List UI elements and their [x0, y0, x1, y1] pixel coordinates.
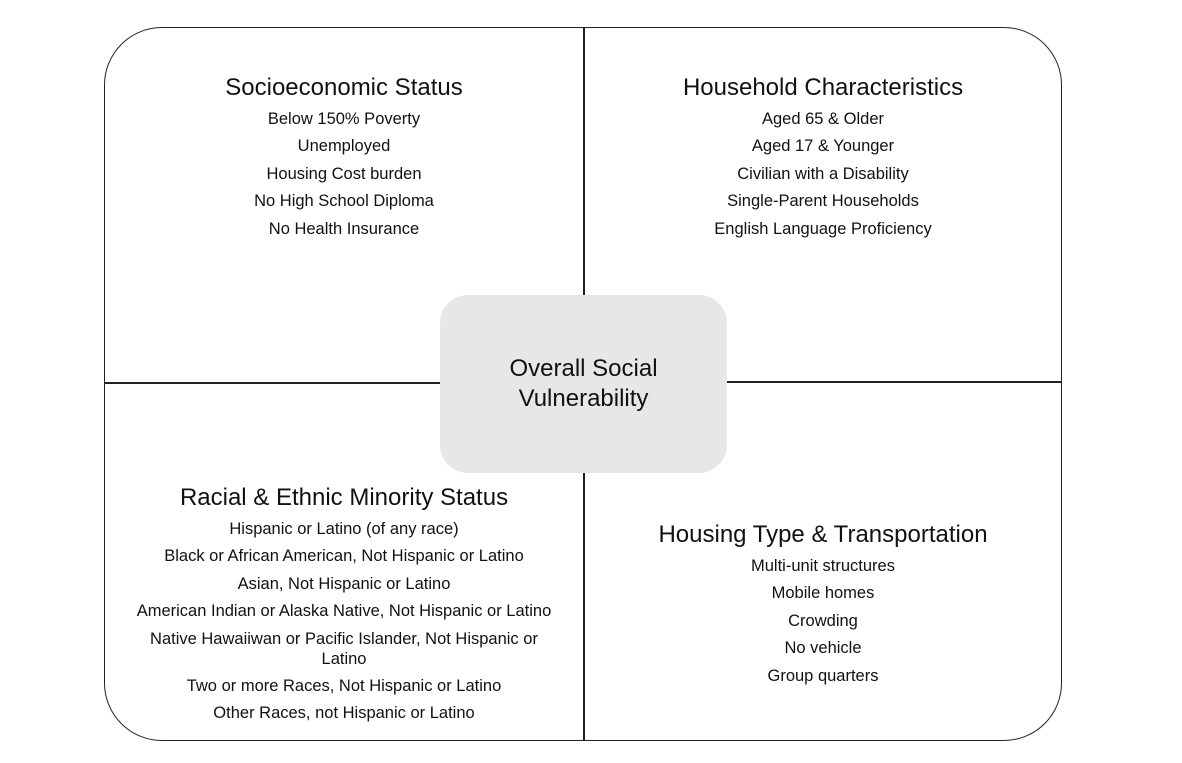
- factor-item: Hispanic or Latino (of any race): [229, 520, 459, 538]
- quadrant-title: Housing Type & Transportation: [658, 521, 988, 548]
- quadrant-housing-type-transportation: [623, 520, 1023, 693]
- center-label-line-2: Vulnerability: [518, 385, 649, 412]
- factor-item: Housing Cost burden: [266, 164, 422, 183]
- factor-list: [144, 109, 544, 239]
- factor-item: Native Hawaiiwan or Pacific Islander, Not Hispanic or Latino: [150, 629, 538, 668]
- quadrant-household-characteristics: [623, 73, 1023, 246]
- factor-item: Multi-unit structures: [751, 557, 895, 575]
- factor-item: American Indian or Alaska Native, Not Hispanic or Latino: [136, 602, 552, 621]
- center-label-line-1: Overall Social: [509, 355, 658, 382]
- factor-item: Civilian with a Disability: [737, 164, 909, 183]
- factor-item: Aged 65 & Older: [762, 110, 884, 128]
- factor-item: Other Races, not Hispanic or Latino: [213, 704, 475, 723]
- factor-item: No Health Insurance: [268, 219, 420, 238]
- factor-item: English Language Proficiency: [714, 219, 932, 238]
- quadrant-title: Household Characteristics: [682, 74, 964, 101]
- divider-right-horizontal: [727, 381, 1062, 383]
- quadrant-title: Socioeconomic Status: [225, 74, 463, 101]
- factor-item: Asian, Not Hispanic or Latino: [237, 574, 451, 593]
- factor-item: Crowding: [788, 611, 858, 630]
- center-label: [509, 354, 657, 414]
- divider-bottom-vertical: [583, 473, 585, 741]
- factor-list: [623, 556, 1023, 686]
- divider-left-horizontal: [104, 382, 440, 384]
- quadrant-socioeconomic-status: [144, 73, 544, 246]
- quadrant-racial-ethnic-minority-status: [114, 483, 574, 731]
- factor-item: Group quarters: [767, 666, 879, 685]
- factor-item: Mobile homes: [771, 584, 875, 603]
- factor-item: Unemployed: [297, 137, 391, 156]
- overall-social-vulnerability-box: [440, 295, 727, 473]
- quadrant-title: Racial & Ethnic Minority Status: [179, 484, 509, 511]
- divider-top-vertical: [583, 27, 585, 295]
- factor-item: No vehicle: [784, 639, 862, 658]
- factor-item: Single-Parent Households: [727, 192, 919, 211]
- factor-item: Aged 17 & Younger: [751, 137, 895, 156]
- factor-list: [623, 109, 1023, 239]
- factor-list: [114, 519, 574, 723]
- factor-item: Below 150% Poverty: [267, 110, 421, 128]
- factor-item: No High School Diploma: [254, 192, 434, 211]
- factor-item: Black or African American, Not Hispanic or Latino: [164, 547, 524, 566]
- factor-item: Two or more Races, Not Hispanic or Latino: [186, 676, 502, 695]
